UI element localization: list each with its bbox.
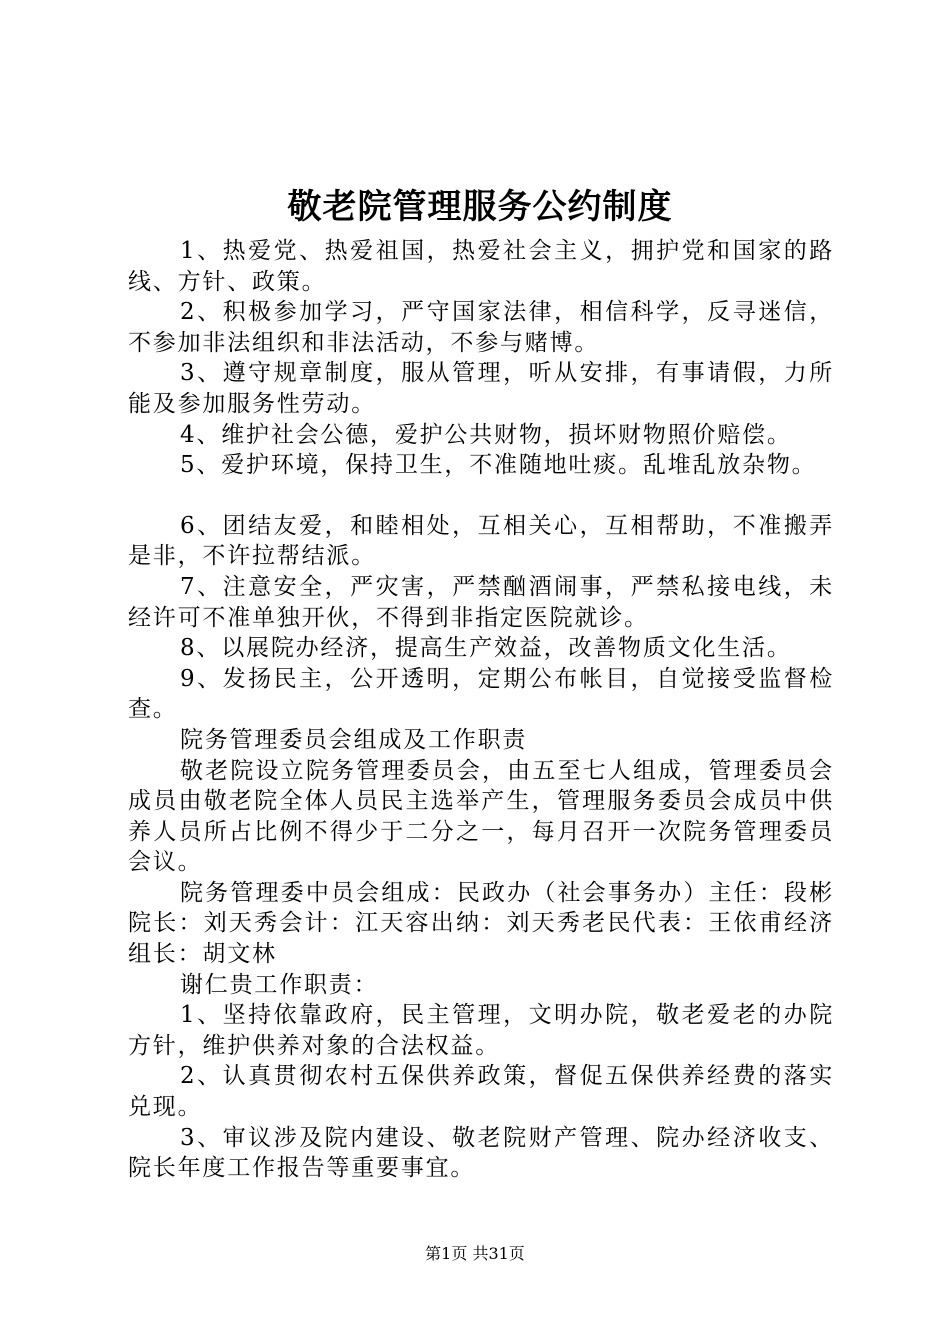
rule-item-3: 3、遵守规章制度，服从管理，听从安排，有事请假，力所能及参加服务性劳动。 (128, 360, 834, 417)
section-heading-committee: 院务管理委员会组成及工作职责 (180, 726, 528, 753)
document-body (128, 236, 834, 1184)
rule-item-2: 2、积极参加学习，严守国家法律，相信科学，反寻迷信，不参加非法组织和非法活动，不参与赌博。 (128, 299, 834, 356)
duty-item-3: 3、审议涉及院内建设、敬老院财产管理、院办经济收支、院长年度工作报告等重要事宜。 (128, 1124, 834, 1182)
duties-heading: 谢仁贵工作职责： (180, 971, 379, 998)
committee-description: 敬老院设立院务管理委员会，由五至七人组成，管理委员会成员由敬老院全体人员民主选举产生，管理服务委员会成员中供养人员所占比例不得少于二分之一，每月召开一次院务管理委员会议。 (128, 757, 834, 876)
page-number: 第1页 共31页 (425, 1244, 525, 1263)
rule-item-1: 1、热爱党、热爱祖国，热爱社会主义，拥护党和国家的路线、方针、政策。 (128, 238, 834, 295)
rule-item-4: 4、维护社会公德，爱护公共财物，损坏财物照价赔偿。 (180, 421, 792, 448)
rule-item-6: 6、团结友爱，和睦相处，互相关心，互相帮助，不准搬弄是非，不许拉帮结派。 (128, 512, 834, 570)
rule-item-7: 7、注意安全，严灾害，严禁酗酒闹事，严禁私接电线，未经许可不准单独开伙，不得到非指定医院就诊。 (128, 573, 834, 631)
duty-item-2: 2、认真贯彻农村五保供养政策，督促五保供养经费的落实兑现。 (128, 1063, 834, 1121)
committee-members: 院务管理委中员会组成：民政办（社会事务办）主任：段彬院长：刘天秀会计：江天容出纳：刘天秀老民代表：王依甫经济组长：胡文林 (128, 879, 834, 968)
rule-item-8: 8、以展院办经济，提高生产效益，改善物质文化生活。 (180, 635, 792, 662)
document-title: 敬老院管理服务公约制度 (287, 187, 673, 227)
rule-item-5: 5、爱护环境，保持卫生，不准随地吐痰。乱堆乱放杂物。 (180, 452, 817, 479)
rule-item-9: 9、发扬民主，公开透明，定期公布帐目，自觉接受监督检查。 (128, 665, 834, 723)
duty-item-1: 1、坚持依靠政府，民主管理，文明办院，敬老爱老的办院方针，维护供养对象的合法权益。 (128, 1002, 834, 1059)
